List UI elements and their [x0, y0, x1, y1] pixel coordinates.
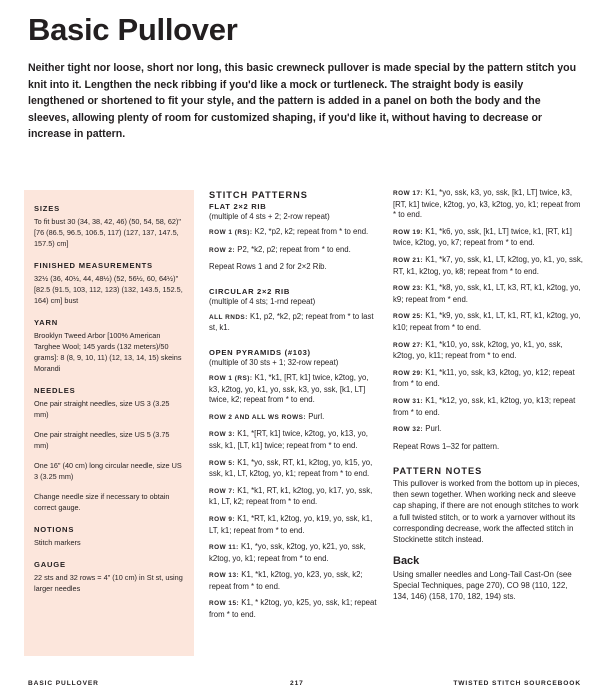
measurements-text: 32½ (36, 40½, 44, 48½) (52, 56½, 60, 64½)" [82.5 (91.5, 103, 112, 123) (132, 143.5, 152.5, 164) cm] bust: [34, 274, 183, 305]
row-text: P2, *k2, p2; repeat from * to end.: [235, 244, 351, 254]
yarn-text: Brooklyn Tweed Arbor [100% American Targhee Wool; 145 yards (132 meters)/50 grams]: 8 (8, 9, 10, 11) (12, 13, 14, 15) skeins Morandi: [34, 331, 182, 373]
row-text: K1, *[RT, k1] twice, k2tog, yo, k13, yo, ssk, k1, [LT, k1] twice; repeat from * to end.: [209, 429, 368, 450]
back-heading: Back: [393, 554, 420, 567]
specs-sidebar: [24, 190, 194, 656]
row-text: K1, *k11, yo, ssk, k3, k2tog, yo, k12; repeat from * to end.: [393, 367, 575, 389]
sizes-heading: SIZES: [34, 204, 60, 213]
flat-rib-multiple: (multiple of 4 sts + 2; 2-row repeat): [209, 212, 330, 221]
row-label: ROW 13:: [209, 572, 240, 580]
row-label: ROW 29:: [393, 369, 424, 377]
row-text: K1, *yo, ssk, k2tog, yo, k21, yo, ssk, k2tog, yo, k1; repeat from * to end.: [209, 542, 366, 563]
yarn-heading: YARN: [34, 318, 59, 327]
row-text: K1, p2, *k2, p2; repeat from * to last st, k1.: [209, 311, 374, 333]
pyramid-row: [209, 514, 381, 536]
row-text: Purl.: [423, 424, 442, 434]
row-label: ROW 25:: [393, 313, 424, 321]
row-text: K1, *k7, yo, ssk, k1, LT, k2tog, yo, k1, yo, ssk, RT, k1, k2tog, yo, k8; repeat from * to end.: [393, 254, 583, 276]
row-text: K2, *p2, k2; repeat from * to end.: [252, 227, 369, 236]
row-text: K1, *k6, yo, ssk, [k1, LT] twice, k1, [RT, k1] twice, k2tog, yo, k7; repeat from * to end.: [393, 226, 572, 248]
pyramid-row: [393, 368, 583, 390]
row-label: ROW 19:: [393, 228, 424, 236]
needles-text-2: One pair straight needles, size US 5 (3.75 mm): [34, 430, 170, 450]
circular-rib-multiple: (multiple of 4 sts; 1-rnd repeat): [209, 296, 316, 306]
sizes-text: To fit bust 30 (34, 38, 42, 46) (50, 54, 58, 62)" [76 (86.5, 96.5, 106.5, 117) (127, 137, 147.5, 157.5) cm]: [34, 217, 181, 248]
stitch-patterns-heading: STITCH PATTERNS: [209, 190, 308, 200]
circular-rib-title: CIRCULAR 2×2 RIB: [209, 286, 291, 296]
row-text: K1, * k2tog, yo, k25, yo, ssk, k1; repeat from * to end.: [209, 598, 377, 620]
row-label: ROW 9:: [209, 515, 236, 523]
pyramid-row: [209, 373, 381, 406]
row-text: K1, *k8, yo, ssk, k1, LT, k3, RT, k1, k2tog, yo, k9; repeat from * end.: [393, 283, 581, 304]
pyramid-row: [209, 598, 381, 620]
row-label: ROW 1 (RS):: [209, 374, 253, 382]
row-label: ROW 5:: [209, 459, 236, 467]
circular-rib-rounds: [209, 312, 381, 334]
row-label: ROW 1 (RS):: [209, 229, 253, 236]
pattern-notes-text: This pullover is worked from the bottom up in pieces, then sewn together. When working neck and sleeve cap shaping, if there are not enough stitches to work a full twisted stitch, or to work a yarnover without its corresponding decrease, work the affected stitch in Stockinette stitch instead.: [393, 479, 580, 544]
row-label: ROW 15:: [209, 600, 240, 608]
pyramid-row: [209, 570, 381, 592]
needles-heading: NEEDLES: [34, 386, 76, 395]
pyramid-row: [209, 458, 381, 480]
needles-text-4: Change needle size if necessary to obtain correct gauge.: [34, 492, 170, 512]
row-label: ALL RNDS:: [209, 313, 248, 321]
pyramid-row: [393, 227, 583, 249]
pyramid-row: [209, 542, 381, 564]
row-label: ROW 3:: [209, 431, 236, 439]
footer-chapter: BASIC PULLOVER: [28, 680, 99, 687]
row-text: K1, *RT, k1, k2tog, yo, k19, yo, ssk, k1, LT, k1; repeat from * to end.: [209, 513, 373, 535]
needles-section: [34, 386, 184, 513]
row-label: ROW 31:: [393, 397, 424, 405]
footer-book-title: TWISTED STITCH SOURCEBOOK: [453, 680, 581, 687]
measurements-section: [34, 261, 184, 306]
back-text: Using smaller needles and Long-Tail Cast-On (see Special Techniques, page 270), CO 98 (110, 122, 134, 146) (158, 170, 182, 194) sts.: [393, 569, 572, 602]
row-text: K1, *k9, yo, ssk, k1, LT, k1, RT, k1, k2tog, yo, k10; repeat from * to end.: [393, 311, 581, 332]
row-label: ROW 32:: [393, 426, 424, 434]
right-column: [393, 188, 583, 602]
gauge-heading: GAUGE: [34, 560, 66, 569]
row-label: ROW 27:: [393, 341, 424, 349]
measurements-heading: FINISHED MEASUREMENTS: [34, 261, 153, 270]
pyramid-row: [393, 396, 583, 418]
row-label: ROW 17:: [393, 190, 424, 197]
pyramid-row: [209, 486, 381, 508]
flat-rib-row-2: [209, 245, 381, 257]
row-label: ROW 2:: [209, 246, 236, 254]
row-text: K1, *k1, RT, k1, k2tog, yo, k17, yo, ssk, k1, LT, k2; repeat from * to end.: [209, 485, 373, 507]
intro-paragraph: Neither tight nor loose, short nor long, this basic crewneck pullover is made special by the pattern stitch you knit into it. Lengthen the neck ribbing if you'd like a mock or turtleneck. The straight body is easily lengthened or shortened to fit your style, and the pattern is added in a panel on both the body and the sleeves, allowing plenty of room for customized shaping, if you'd like it, without having to decrease or increase in pattern.: [28, 62, 577, 140]
row-text: K1, *k12, yo, ssk, k1, k2tog, yo, k13; repeat from * to end.: [393, 395, 576, 417]
notions-heading: NOTIONS: [34, 525, 75, 534]
pyramid-row: [393, 311, 583, 333]
row-text: K1, *yo, ssk, RT, k1, k2tog, yo, k15, yo, ssk, k1, LT, k2tog, yo, k1; repeat from * to end.: [209, 457, 373, 479]
needles-text-1: One pair straight needles, size US 3 (3.25 mm): [34, 399, 170, 419]
row-text: K1, *k1, [RT, k1] twice, k2tog, yo, k3, k2tog, yo, k1, yo, ssk, k3, yo, ssk, [k1, LT] twice, k2; repeat from * to end.: [209, 372, 369, 405]
row-text: K1, *yo, ssk, k3, yo, ssk, [k1, LT] twice, k3, [RT, k1] twice, k2tog, yo, k3, k2tog, yo, k1; repeat from * to end.: [393, 188, 581, 220]
open-pyramids-title: OPEN PYRAMIDS (#103): [209, 347, 311, 357]
footer-page-number: 217: [290, 680, 304, 687]
yarn-section: [34, 318, 184, 374]
pyramid-row: [393, 188, 583, 221]
pattern-notes-heading: PATTERN NOTES: [393, 466, 483, 477]
pyramid-row: [393, 340, 583, 362]
row-label: ROW 11:: [209, 544, 239, 552]
row-text: Purl.: [306, 411, 325, 421]
pyramid-row: [393, 255, 583, 277]
flat-rib-repeat: Repeat Rows 1 and 2 for 2×2 Rib.: [209, 262, 327, 272]
row-text: K1, *k10, yo, ssk, k2tog, yo, k1, yo, ssk, k2tog, yo, k11; repeat from * to end.: [393, 339, 563, 361]
gauge-text: 22 sts and 32 rows = 4" (10 cm) in St st, using larger needles: [34, 573, 183, 593]
row-label: ROW 21:: [393, 256, 424, 264]
flat-rib-row-1: [209, 227, 381, 239]
row-label: ROW 23:: [393, 285, 424, 293]
pyramid-row: [393, 283, 583, 305]
open-pyramids-multiple: (multiple of 30 sts + 1; 32-row repeat): [209, 357, 339, 367]
sizes-section: [34, 204, 184, 249]
stitch-patterns-column: [209, 190, 381, 627]
pyramid-repeat: Repeat Rows 1–32 for pattern.: [393, 441, 500, 451]
page-title: Basic Pullover: [28, 12, 238, 47]
gauge-section: [34, 560, 184, 594]
row-label: ROW 2 AND ALL WS ROWS:: [209, 413, 307, 421]
notions-section: [34, 525, 184, 548]
row-label: ROW 7:: [209, 487, 236, 495]
pyramid-row: [393, 424, 583, 436]
needles-text-3: One 16" (40 cm) long circular needle, size US 3 (3.25 mm): [34, 461, 182, 481]
flat-rib-title: FLAT 2×2 RIB: [209, 202, 267, 211]
pyramid-row: [209, 429, 381, 451]
notions-text: Stitch markers: [34, 538, 81, 547]
pyramid-row: [209, 412, 381, 424]
row-text: K1, *k1, k2tog, yo, k23, yo, ssk, k2; repeat from * to end.: [209, 570, 363, 591]
